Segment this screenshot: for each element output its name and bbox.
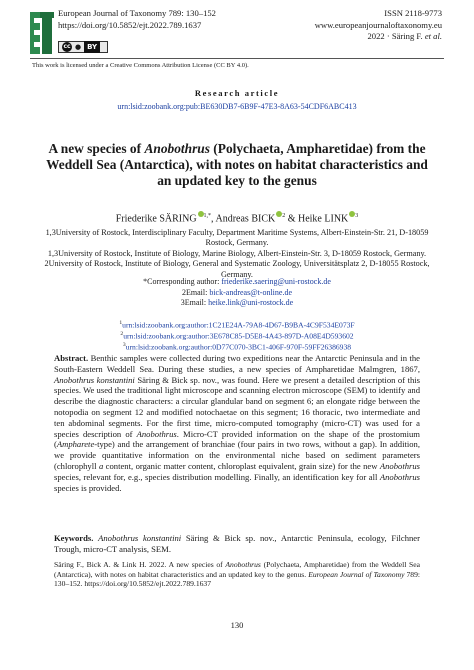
header-divider	[30, 58, 444, 59]
contact-label: *Corresponding author:	[143, 277, 222, 286]
author-lsid-line	[40, 341, 434, 352]
contact-line	[40, 288, 434, 299]
author-lsid-link[interactable]: urn:lsid:zoobank.org:author:3E678C85-D5E8-4A43-897D-A08E4D593602	[123, 331, 354, 341]
species-name: Anobothrus konstantini	[54, 374, 135, 385]
author-sup: 3	[355, 213, 359, 219]
abstract-text: species is provided.	[54, 482, 122, 493]
issn: ISSN 2118-9773	[384, 8, 442, 18]
genus-name: Anobothrus	[379, 460, 420, 471]
article-type: Research article	[194, 88, 280, 98]
page-number: 130	[230, 620, 244, 630]
lsid-sup: 3	[122, 341, 126, 348]
ejt-logo	[30, 12, 52, 54]
author-lsids	[40, 319, 434, 352]
cc-icon: cc	[63, 43, 71, 50]
doi-link[interactable]: https://doi.org/10.5852/ejt.2022.789.1637	[58, 19, 202, 30]
logo-e-gap	[34, 42, 40, 47]
author-sup: 2	[282, 213, 286, 219]
citation-text: (Polychaeta, Ampharetidae) from the Weddell Sea (Antarctica), with notes on habitat characteristics and an updated key to the genus.	[54, 560, 420, 579]
genus-name: Anobothrus	[379, 471, 420, 482]
affiliation: 1,3University of Rostock, Institute of Biology, Marine Biology, Albert-Einstein-Str. 3, D-18059 Rostock, Germany.	[47, 248, 427, 258]
email-link[interactable]: friederike.saering@uni-rostock.de	[221, 277, 331, 286]
affiliation: 1,3University of Rostock, Interdisciplinary Faculty, Department Maritime Systems, Albert-Einstein-Str. 21, D-18059 Rostock, Germany.	[45, 228, 429, 248]
email-link[interactable]: bick-andreas@t-online.de	[209, 287, 292, 297]
article-lsid-link[interactable]: urn:lsid:zoobank.org:pub:BE630DB7-6B9F-47E3-8A63-54CDF6ABC413	[117, 102, 357, 111]
author-name: Friederike SÄRING	[115, 213, 197, 225]
author-lsid-line	[40, 319, 434, 330]
contact-label: 3Email:	[180, 298, 209, 308]
journal-issue: European Journal of Taxonomy 789: 130–152	[58, 8, 216, 18]
author-lsid-link[interactable]: urn:lsid:zoobank.org:author:0D77C070-3BC1-406F-970F-59FF26386938	[125, 342, 352, 352]
abstract-text: Benthic samples were collected during two expeditions near the Antarctic Peninsula and in the South-Eastern Weddell Sea. During these studies, a new species of Ampharetidae Malmgren, 1867,	[54, 353, 420, 374]
contact-emails	[40, 277, 434, 309]
title-text: A new species of	[48, 141, 145, 156]
lsid-sup: 1	[119, 320, 123, 326]
keywords	[54, 533, 420, 555]
author-lsid-link[interactable]: urn:lsid:zoobank.org:author:1C21E24A-79A8-4D67-B9BA-4C9F534E073F	[122, 320, 355, 330]
title-text: (Polychaeta, Ampharetidae) from the Weddell Sea (Antarctica), with notes on habitat characteristics and an updated key to the genus	[46, 141, 428, 188]
genus-name: Anobothrus	[225, 560, 261, 569]
genus-name: Ampharete	[56, 439, 95, 450]
logo-e-gap	[34, 30, 40, 35]
contact-label: 2Email:	[182, 287, 210, 297]
abstract-heading: Abstract.	[54, 353, 89, 363]
cc-license-badge[interactable]	[58, 41, 108, 53]
citation-text: Säring F., Bick A. & Link H. 2022. A new species of	[54, 560, 226, 569]
contact-line	[40, 298, 434, 309]
affiliations	[40, 228, 434, 280]
author-sup: 1,*	[203, 213, 212, 219]
journal-website[interactable]: www.europeanjournaloftaxonomy.eu	[314, 19, 442, 30]
logo-j-shape	[42, 18, 52, 54]
affiliation: 2University of Rostock, Institute of Biology, General and Systematic Zoology, Universitätsplatz 2, D-18055 Rostock, Germany.	[44, 259, 430, 279]
person-icon: ●	[75, 43, 82, 51]
header-right	[315, 8, 442, 43]
logo-e-gap	[34, 18, 40, 23]
journal-name: European Journal of Taxonomy	[308, 569, 405, 579]
paper-title	[40, 141, 434, 189]
email-link[interactable]: heike.link@uni-rostock.de	[208, 298, 294, 308]
abstract-text: . Micro-CT provided information on the shape of the prostomium (	[54, 428, 420, 450]
cc-by-label: BY	[84, 41, 100, 53]
keywords-text: Säring & Bick sp. nov., Antarctic Peninsula, ecology, Filchner Trough, micro-CT analysis, SEM.	[54, 533, 420, 554]
title-genus: Anobothrus	[144, 141, 210, 156]
author-lsid-line	[40, 330, 434, 341]
lsid-sup: 2	[120, 330, 124, 337]
chlorophyll-a: a	[98, 460, 104, 471]
abstract-text: species, relevant for, e.g., species distribution modelling. Finally, an identification key for all	[54, 471, 380, 482]
author-name: , Andreas BICK	[211, 213, 276, 225]
author-name: & Heike LINK	[285, 213, 349, 225]
header-left	[58, 8, 216, 31]
contact-line	[40, 277, 434, 288]
keywords-heading: Keywords.	[54, 533, 94, 543]
author-list	[0, 211, 474, 224]
abstract-text: -type) and the arrangement of branchiae (four pairs in two rows, without a gap). In addition, we provide quantitative information on the environmental niche based on sediment parameters (chlorophyll	[54, 439, 420, 471]
license-note: This work is licensed under a Creative Commons Attribution License (CC BY 4.0).	[32, 62, 249, 69]
genus-name: Anobothrus	[136, 428, 177, 439]
species-name: Anobothrus konstantini	[98, 533, 182, 543]
abstract	[54, 353, 420, 493]
abstract-text: content, organic matter content, chloroplast equivalent, grain size) for the new	[103, 460, 380, 471]
citation	[54, 560, 420, 589]
citation-text: 789: 130–152. https://doi.org/10.5852/ejt.2022.789.1637	[54, 569, 420, 589]
abstract-text: Säring & Bick sp. nov., was found. Here we present a detailed description of this species. We used the traditional light microscope and scanning electron microscope (SEM) to identify and describe the diagnostic characters: a circular glandular band on segment 6; an elongate ridge between the notopodia on segment 12 and modified notochaetae on this segment; 16 thoracic, two intermediate and ten abdominal segments. For the first time, micro-computed tomography (micro-CT) was used for a species description of	[54, 374, 420, 439]
year-author: 2022 · Säring F. et al.	[367, 31, 442, 41]
